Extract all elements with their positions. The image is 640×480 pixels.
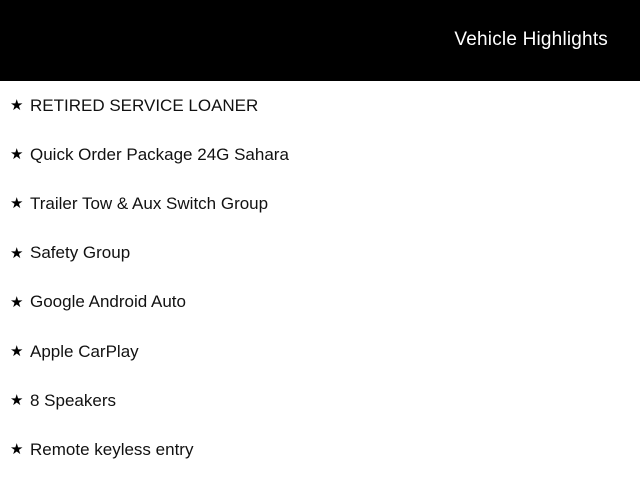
star-icon: ★ xyxy=(10,146,24,164)
list-item-label: Safety Group xyxy=(30,243,131,263)
star-icon: ★ xyxy=(10,97,24,115)
list-item-label: Remote keyless entry xyxy=(30,439,194,459)
list-item xyxy=(0,179,640,228)
list-item xyxy=(0,81,640,130)
star-icon: ★ xyxy=(10,195,24,213)
list-item-label: Apple CarPlay xyxy=(30,341,139,361)
star-icon: ★ xyxy=(10,244,24,262)
star-icon: ★ xyxy=(10,441,24,459)
header-bar xyxy=(0,0,640,81)
star-icon: ★ xyxy=(10,293,24,311)
star-icon: ★ xyxy=(10,343,24,361)
list-item-label: Google Android Auto xyxy=(30,292,186,312)
list-item-label: RETIRED SERVICE LOANER xyxy=(30,95,259,115)
list-item-label: 8 Speakers xyxy=(30,390,116,410)
list-item-label: Trailer Tow & Aux Switch Group xyxy=(30,193,269,213)
highlights-list xyxy=(0,81,640,475)
list-item xyxy=(0,278,640,327)
list-item xyxy=(0,376,640,425)
list-item xyxy=(0,130,640,179)
list-item xyxy=(0,229,640,278)
list-item xyxy=(0,425,640,474)
page-title: Vehicle Highlights xyxy=(454,29,608,50)
star-icon: ★ xyxy=(10,392,24,410)
list-item xyxy=(0,327,640,376)
list-item-label: Quick Order Package 24G Sahara xyxy=(30,144,289,164)
